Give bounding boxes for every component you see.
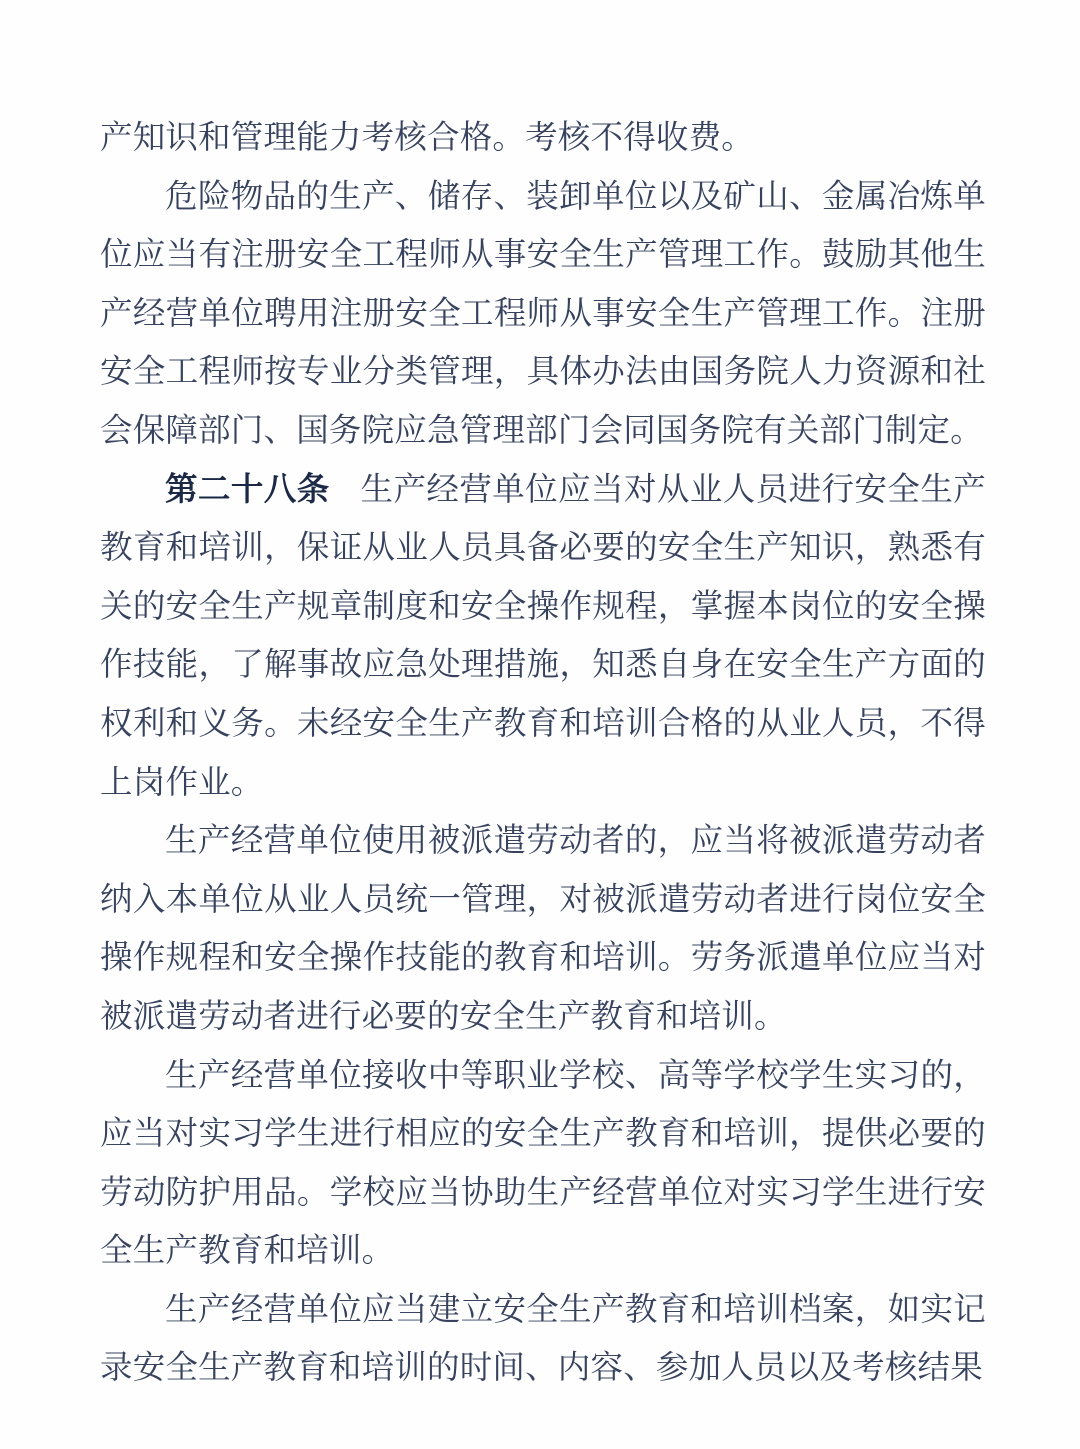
paragraph-training-records: 生产经营单位应当建立安全生产教育和培训档案，如实记录安全生产教育和培训的时间、内容、参加人员以及考核结果 [100,1291,986,1387]
paragraph-dispatched-workers: 生产经营单位使用被派遣劳动者的，应当将被派遣劳动者纳入本单位从业人员统一管理，对被派遣劳动者进行岗位安全操作规程和安全操作技能的教育和培训。劳务派遣单位应当对被派遣劳动者进行必要的安全生产教育和培训。 [100,823,986,1035]
article-28-text: 生产经营单位应当对从业人员进行安全生产教育和培训，保证从业人员具备必要的安全生产知识，熟悉有关的安全生产规章制度和安全操作规程，掌握本岗位的安全操作技能，了解事故应急处理措施，知悉自身在安全生产方面的权利和义务。未经安全生产教育和培训合格的从业人员，不得上岗作业。 [100,471,986,801]
article-number: 第二十八条 [165,471,330,508]
paragraph-student-interns: 生产经营单位接收中等职业学校、高等学校学生实习的，应当对实习学生进行相应的安全生产教育和培训，提供必要的劳动防护用品。学校应当协助生产经营单位对实习学生进行安全生产教育和培训。 [100,1057,986,1270]
law-text-body [100,109,986,1398]
paragraph-article-28 [100,461,986,813]
paragraph-continuation: 产知识和管理能力考核合格。考核不得收费。 [100,120,755,156]
paragraph-registered-safety-engineers: 危险物品的生产、储存、装卸单位以及矿山、金属冶炼单位应当有注册安全工程师从事安全生产管理工作。鼓励其他生产经营单位聘用注册安全工程师从事安全生产管理工作。注册安全工程师按专业分类管理，具体办法由国务院人力资源和社会保障部门、国务院应急管理部门会同国务院有关部门制定。 [100,178,986,449]
